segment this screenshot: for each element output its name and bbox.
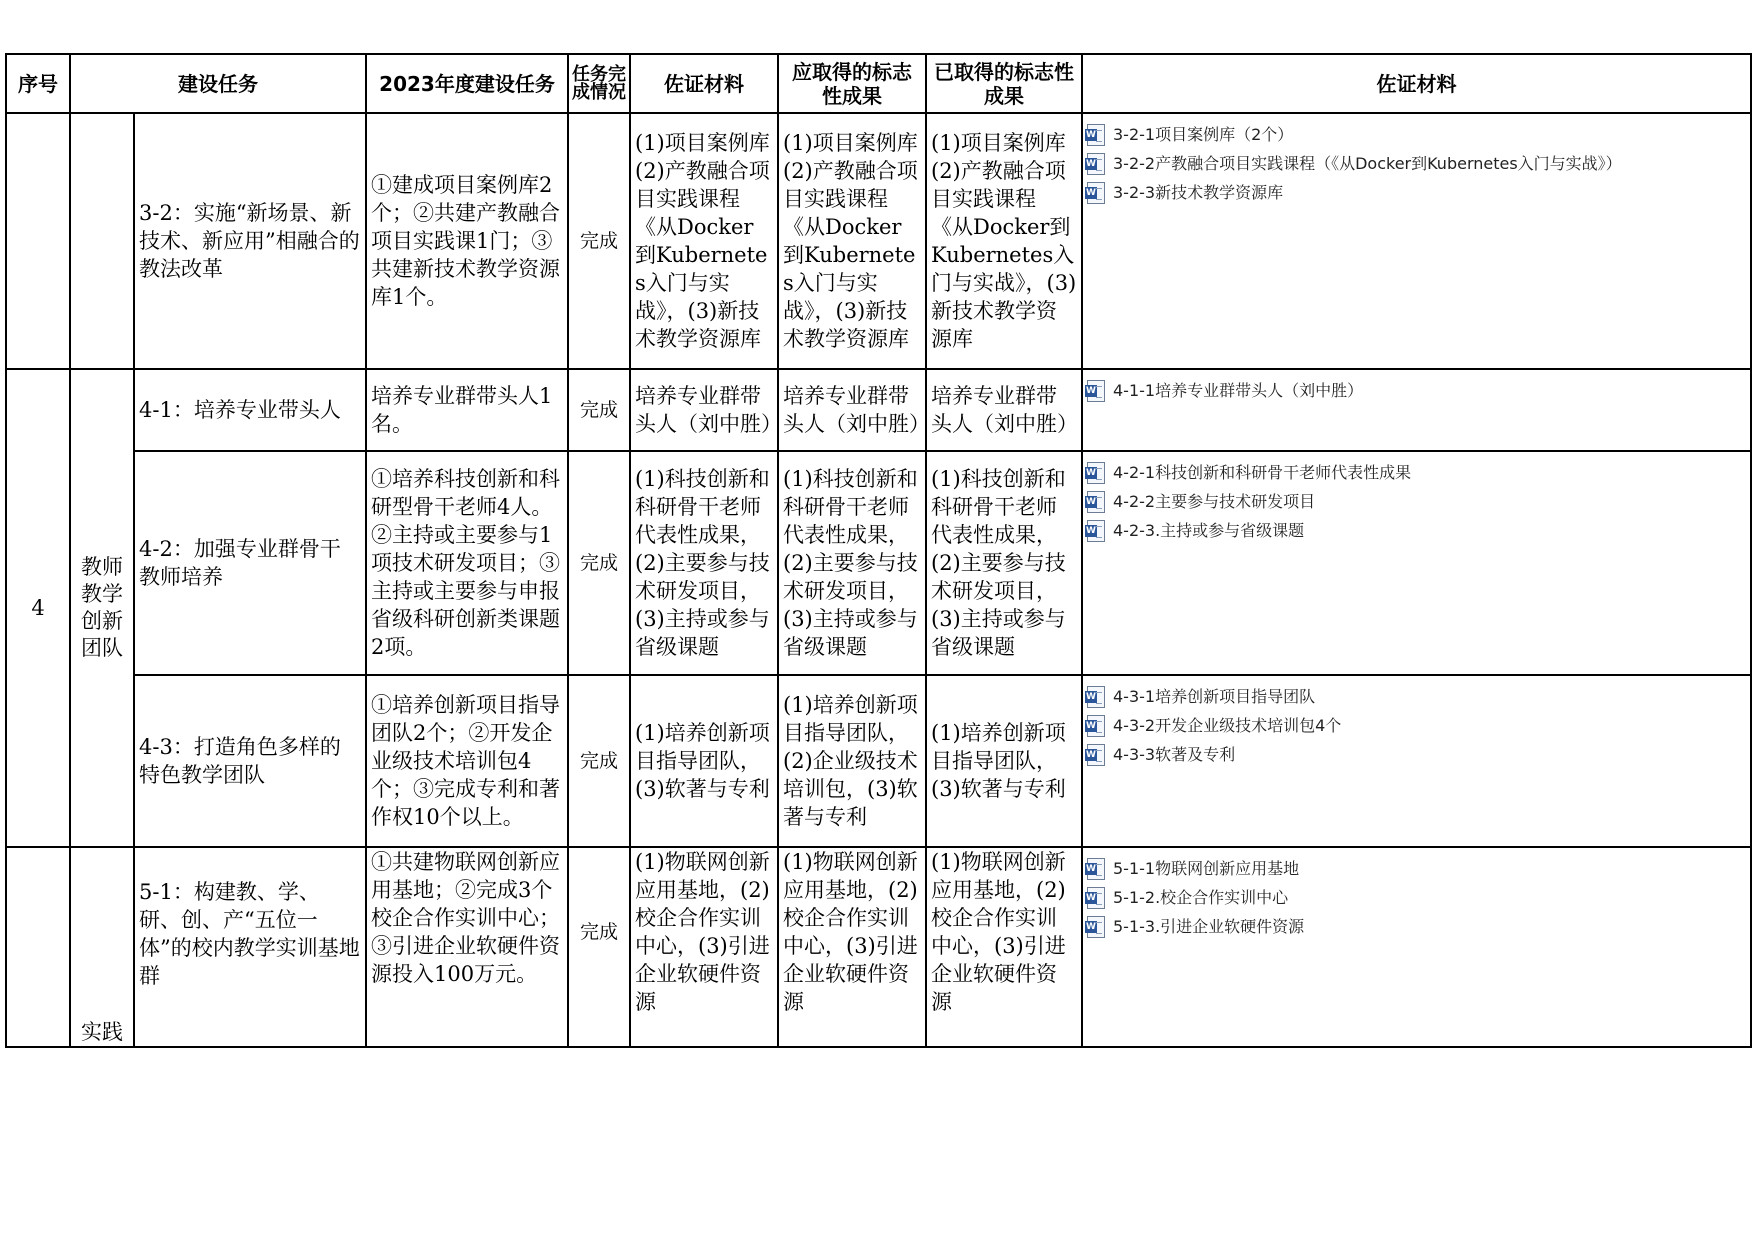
header-task: 建设任务: [70, 54, 366, 113]
evidence-table-sheet: [5, 53, 1750, 1044]
file-link[interactable]: W 4-2-3.主持或参与省级课题: [1087, 516, 1746, 545]
achieved-cell: (1)科技创新和科研骨干老师代表性成果，(2)主要参与技术研发项目，(3)主持或参与省级课题: [926, 451, 1082, 675]
category-cell: 教师教学创新团队: [70, 369, 134, 847]
file-link[interactable]: W 4-3-1培养创新项目指导团队: [1087, 682, 1746, 711]
expected-cell: (1)项目案例库(2)产教融合项目实践课程《从Docker到Kubernetes入门与实战》，(3)新技术教学资源库: [778, 113, 926, 369]
task-2023-cell: ①建成项目案例库2个；②共建产教融合项目实践课1门；③共建新技术教学资源库1个。: [366, 113, 568, 369]
file-link[interactable]: W 3-2-1项目案例库（2个）: [1087, 120, 1746, 149]
file-link[interactable]: W 4-1-1培养专业群带头人（刘中胜）: [1087, 376, 1746, 405]
subtask-cell: 5-1：构建教、学、研、创、产“五位一体”的校内教学实训基地群: [134, 847, 366, 1047]
seq-cell: [6, 847, 70, 1047]
achieved-cell: 培养专业群带头人（刘中胜）: [926, 369, 1082, 451]
file-link[interactable]: W 5-1-1物联网创新应用基地: [1087, 854, 1746, 883]
expected-cell: 培养专业群带头人（刘中胜）: [778, 369, 926, 451]
evidence-files-cell: [1082, 675, 1751, 847]
file-link[interactable]: W 3-2-2产教融合项目实践课程（《从Docker到Kubernetes入门与实战》）: [1087, 149, 1746, 178]
word-doc-icon: [1087, 686, 1105, 708]
header-row: [6, 54, 1751, 113]
table-row: [6, 675, 1751, 847]
expected-cell: (1)物联网创新应用基地，(2)校企合作实训中心，(3)引进企业软硬件资源: [778, 847, 926, 1047]
category-cell: 实践: [70, 847, 134, 1047]
word-doc-icon: [1087, 887, 1105, 909]
evidence-files-cell: [1082, 113, 1751, 369]
category-cell: [70, 113, 134, 369]
expected-cell: (1)科技创新和科研骨干老师代表性成果，(2)主要参与技术研发项目，(3)主持或参与省级课题: [778, 451, 926, 675]
achieved-cell: (1)项目案例库(2)产教融合项目实践课程《从Docker到Kubernetes入门与实战》，(3)新技术教学资源库: [926, 113, 1082, 369]
table-row: [6, 847, 1751, 1047]
word-doc-icon: [1087, 715, 1105, 737]
expected-cell: (1)培养创新项目指导团队，(2)企业级技术培训包，(3)软著与专利: [778, 675, 926, 847]
table-row: [6, 369, 1751, 451]
file-link[interactable]: W 4-3-3软著及专利: [1087, 740, 1746, 769]
table-row: [6, 113, 1751, 369]
evidence-cell: 培养专业群带头人（刘中胜）: [630, 369, 778, 451]
file-link[interactable]: W 5-1-2.校企合作实训中心: [1087, 883, 1746, 912]
file-link[interactable]: W 4-2-2主要参与技术研发项目: [1087, 487, 1746, 516]
seq-cell: 4: [6, 369, 70, 847]
evidence-cell: (1)物联网创新应用基地，(2)校企合作实训中心，(3)引进企业软硬件资源: [630, 847, 778, 1047]
header-seq: 序号: [6, 54, 70, 113]
subtask-cell: 4-3：打造角色多样的特色教学团队: [134, 675, 366, 847]
evidence-files-cell: [1082, 451, 1751, 675]
evidence-files-cell: [1082, 369, 1751, 451]
header-task-2023: 2023年度建设任务: [366, 54, 568, 113]
construction-task-table: [5, 53, 1752, 1048]
header-status: 任务完成情况: [568, 54, 630, 113]
word-doc-icon: [1087, 462, 1105, 484]
table-row: [6, 451, 1751, 675]
word-doc-icon: [1087, 182, 1105, 204]
evidence-cell: (1)科技创新和科研骨干老师代表性成果，(2)主要参与技术研发项目，(3)主持或参与省级课题: [630, 451, 778, 675]
task-2023-cell: ①共建物联网创新应用基地；②完成3个校企合作实训中心；③引进企业软硬件资源投入100万元。: [366, 847, 568, 1047]
subtask-cell: 4-1：培养专业带头人: [134, 369, 366, 451]
word-doc-icon: [1087, 744, 1105, 766]
subtask-cell: 3-2：实施“新场景、新技术、新应用”相融合的教法改革: [134, 113, 366, 369]
word-doc-icon: [1087, 916, 1105, 938]
subtask-cell: 4-2：加强专业群骨干教师培养: [134, 451, 366, 675]
header-expected-results: 应取得的标志性成果: [778, 54, 926, 113]
achieved-cell: (1)培养创新项目指导团队，(3)软著与专利: [926, 675, 1082, 847]
word-doc-icon: [1087, 520, 1105, 542]
evidence-files-cell: [1082, 847, 1751, 1047]
task-2023-cell: ①培养创新项目指导团队2个；②开发企业级技术培训包4个；③完成专利和著作权10个以上。: [366, 675, 568, 847]
evidence-cell: (1)项目案例库(2)产教融合项目实践课程《从Docker到Kubernetes入门与实战》，(3)新技术教学资源库: [630, 113, 778, 369]
header-achieved-results: 已取得的标志性成果: [926, 54, 1082, 113]
achieved-cell: (1)物联网创新应用基地，(2)校企合作实训中心，(3)引进企业软硬件资源: [926, 847, 1082, 1047]
status-cell: 完成: [568, 451, 630, 675]
file-link[interactable]: W 4-3-2开发企业级技术培训包4个: [1087, 711, 1746, 740]
status-cell: 完成: [568, 675, 630, 847]
seq-cell: [6, 113, 70, 369]
word-doc-icon: [1087, 380, 1105, 402]
status-cell: 完成: [568, 847, 630, 1047]
status-cell: 完成: [568, 113, 630, 369]
file-link[interactable]: W 5-1-3.引进企业软硬件资源: [1087, 912, 1746, 941]
status-cell: 完成: [568, 369, 630, 451]
word-doc-icon: [1087, 153, 1105, 175]
header-evidence-files: 佐证材料: [1082, 54, 1751, 113]
task-2023-cell: ①培养科技创新和科研型骨干老师4人。②主持或主要参与1项技术研发项目；③主持或主要参与申报省级科研创新类课题2项。: [366, 451, 568, 675]
file-link[interactable]: W 3-2-3新技术教学资源库: [1087, 178, 1746, 207]
evidence-cell: (1)培养创新项目指导团队，(3)软著与专利: [630, 675, 778, 847]
header-evidence: 佐证材料: [630, 54, 778, 113]
word-doc-icon: [1087, 124, 1105, 146]
word-doc-icon: [1087, 858, 1105, 880]
task-2023-cell: 培养专业群带头人1名。: [366, 369, 568, 451]
word-doc-icon: [1087, 491, 1105, 513]
file-link[interactable]: W 4-2-1科技创新和科研骨干老师代表性成果: [1087, 458, 1746, 487]
